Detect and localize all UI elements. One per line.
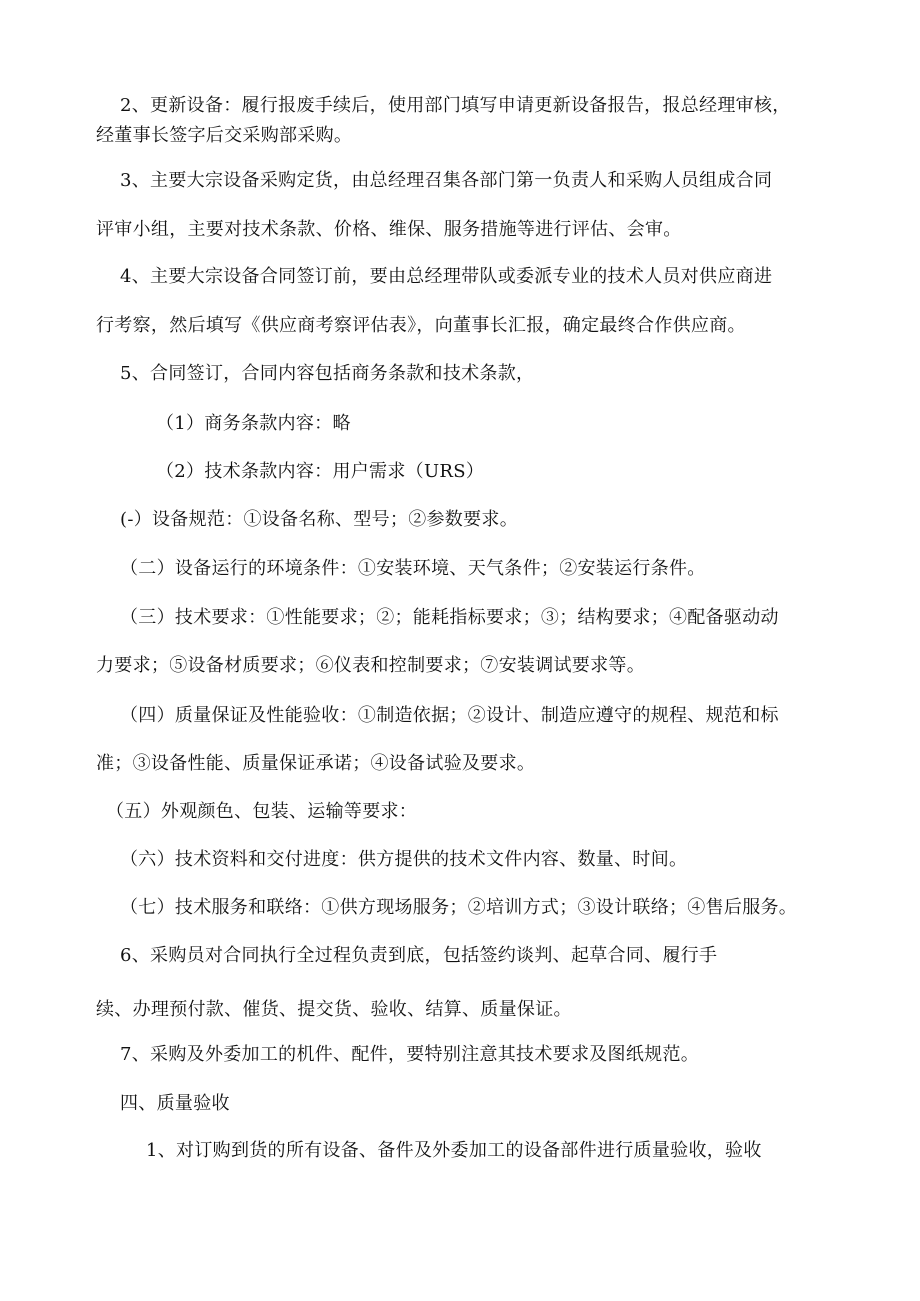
text-line: (-）设备规范：①设备名称、型号；②参数要求。 [120, 509, 519, 530]
text-line: 准；③设备性能、质量保证承诺；④设备试验及要求。 [96, 753, 536, 774]
text-line: （四）质量保证及性能验收：①制造依据；②设计、制造应遵守的规程、规范和标 [120, 705, 779, 726]
text-line: 7、采购及外委加工的机件、配件，要特别注意其技术要求及图纸规范。 [120, 1044, 700, 1065]
text-line: （五）外观颜色、包装、运输等要求： [106, 801, 418, 822]
text-line: 评审小组，主要对技术条款、价格、维保、服务措施等进行评估、会审。 [96, 219, 682, 240]
text-line: 3、主要大宗设备采购定货，由总经理召集各部门第一负责人和采购人员组成合同 [120, 170, 773, 191]
text-line: 行考察，然后填写《供应商考察评估表》，向董事长汇报，确定最终合作供应商。 [96, 315, 746, 336]
text-line: 力要求；⑤设备材质要求；⑥仪表和控制要求；⑦安装调试要求等。 [96, 655, 645, 676]
text-line: （三）技术要求：①性能要求；②；能耗指标要求；③；结构要求；④配备驱动动 [120, 607, 779, 628]
text-line: 1、对订购到货的所有设备、备件及外委加工的设备部件进行质量验收，验收 [146, 1140, 762, 1161]
text-line: 续、办理预付款、催货、提交货、验收、结算、质量保证。 [96, 999, 572, 1020]
text-line: （1）商务条款内容：略 [156, 413, 351, 434]
text-line: 4、主要大宗设备合同签订前，要由总经理带队或委派专业的技术人员对供应商进 [120, 266, 773, 287]
section-heading: 四、质量验收 [120, 1093, 230, 1114]
text-line: （2）技术条款内容：用户需求（URS） [156, 461, 485, 482]
text-line: 2、更新设备：履行报废手续后，使用部门填写申请更新设备报告，报总经理审核， [120, 95, 791, 116]
text-line: 6、采购员对合同执行全过程负责到底，包括签约谈判、起草合同、履行手 [120, 945, 718, 966]
text-line: （六）技术资料和交付进度：供方提供的技术文件内容、数量、时间。 [120, 849, 688, 870]
text-line: 5、合同签订，合同内容包括商务条款和技术条款， [120, 363, 535, 384]
text-line: （二）设备运行的环境条件：①安装环境、天气条件；②安装运行条件。 [120, 558, 706, 579]
text-line: （七）技术服务和联络：①供方现场服务；②培训方式；③设计联络；④售后服务。 [120, 897, 798, 918]
text-line: 经董事长签字后交采购部采购。 [96, 125, 353, 146]
